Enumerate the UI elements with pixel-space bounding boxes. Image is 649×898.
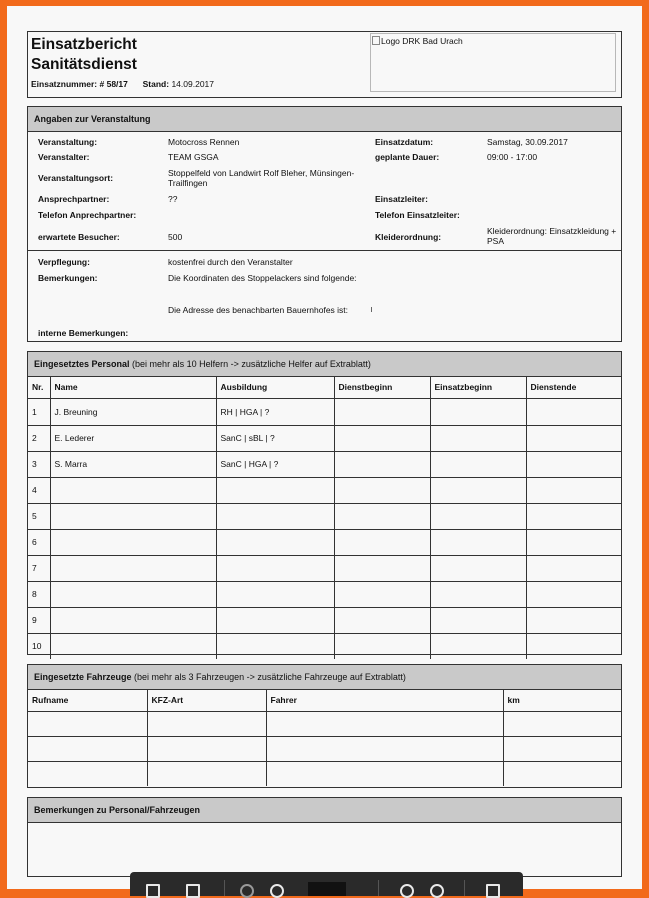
veranstaltung-value: Motocross Rennen xyxy=(168,137,240,147)
fahrzeuge-section xyxy=(27,664,622,788)
personal-col-header: Dienstende xyxy=(526,377,621,398)
section-divider xyxy=(28,250,621,251)
personal-cell[interactable] xyxy=(50,581,216,607)
toolbar-separator xyxy=(378,880,379,896)
personal-cell[interactable] xyxy=(430,477,526,503)
toolbar-separator xyxy=(464,880,465,896)
toolbar-separator xyxy=(224,880,225,896)
personal-cell[interactable]: SanC | sBL | ? xyxy=(216,425,334,451)
personal-col-header: Nr. xyxy=(28,377,50,398)
fahrzeuge-heading-note: (bei mehr als 3 Fahrzeugen -> zusätzliche Fahrzeuge auf Extrablatt) xyxy=(131,672,406,682)
einsatznummer-label: Einsatznummer: xyxy=(31,79,98,89)
personal-row-number: 1 xyxy=(28,398,50,425)
verpflegung-value: kostenfrei durch den Veranstalter xyxy=(168,257,293,267)
personal-cell[interactable] xyxy=(430,451,526,477)
personal-table xyxy=(28,377,621,659)
report-title-line2: Sanitätsdienst xyxy=(31,56,137,73)
fahrzeuge-cell[interactable] xyxy=(266,736,503,761)
personal-cell[interactable] xyxy=(216,477,334,503)
fahrzeuge-col-header: KFZ-Art xyxy=(147,690,266,711)
personal-section xyxy=(27,351,622,655)
personal-row-number: 8 xyxy=(28,581,50,607)
personal-cell[interactable] xyxy=(334,529,430,555)
geplante-dauer-value: 09:00 - 17:00 xyxy=(487,152,538,162)
viewer-toolbar xyxy=(130,872,523,896)
personal-cell[interactable] xyxy=(50,633,216,659)
personal-row xyxy=(28,529,621,555)
personal-cell[interactable]: SanC | HGA | ? xyxy=(216,451,334,477)
veranstaltung-label: Veranstaltung: xyxy=(38,137,98,147)
personal-cell[interactable] xyxy=(334,581,430,607)
personal-cell[interactable] xyxy=(216,581,334,607)
einsatzdatum-value: Samstag, 30.09.2017 xyxy=(487,137,568,147)
veranstaltungsort-value: Stoppelfeld von Landwirt Rolf Bleher, Münsingen-Trailfingen xyxy=(168,168,355,188)
bemerkungen-personal-textarea[interactable] xyxy=(28,823,621,875)
personal-cell[interactable] xyxy=(526,529,621,555)
fahrzeuge-cell[interactable] xyxy=(28,761,147,786)
fahrzeuge-table-header xyxy=(28,690,621,711)
personal-cell[interactable] xyxy=(430,607,526,633)
personal-cell[interactable] xyxy=(430,398,526,425)
personal-row xyxy=(28,425,621,451)
personal-row xyxy=(28,633,621,659)
fahrzeuge-row xyxy=(28,736,621,761)
veranstalter-value: TEAM GSGA xyxy=(168,152,219,162)
einsatznummer-value: # 58/17 xyxy=(99,79,128,89)
fahrzeuge-row xyxy=(28,761,621,786)
report-meta xyxy=(31,79,214,89)
fahrzeuge-row xyxy=(28,711,621,736)
personal-cell[interactable] xyxy=(526,477,621,503)
fahrzeuge-cell[interactable] xyxy=(28,736,147,761)
personal-cell[interactable] xyxy=(526,425,621,451)
fahrzeuge-cell[interactable] xyxy=(147,761,266,786)
fahrzeuge-cell[interactable] xyxy=(147,736,266,761)
personal-cell[interactable] xyxy=(216,555,334,581)
personal-cell[interactable] xyxy=(50,477,216,503)
fahrzeuge-cell[interactable] xyxy=(503,711,621,736)
bemerkungen-line1: Die Koordinaten des Stoppelackers sind folgende: xyxy=(168,273,357,283)
personal-row-number: 3 xyxy=(28,451,50,477)
personal-row-number: 7 xyxy=(28,555,50,581)
personal-row xyxy=(28,555,621,581)
personal-cell[interactable] xyxy=(526,581,621,607)
personal-heading-title: Eingesetztes Personal xyxy=(34,359,130,369)
personal-row-number: 4 xyxy=(28,477,50,503)
personal-cell[interactable] xyxy=(430,581,526,607)
broken-image-icon xyxy=(372,36,380,45)
personal-col-header: Einsatzbeginn xyxy=(430,377,526,398)
personal-cell[interactable] xyxy=(334,477,430,503)
personal-table-header xyxy=(28,377,621,398)
personal-cell[interactable] xyxy=(430,529,526,555)
personal-cell[interactable] xyxy=(216,607,334,633)
kleiderordnung-label: Kleiderordnung: xyxy=(375,232,442,242)
logo-alt-text: Logo DRK Bad Urach xyxy=(381,36,463,46)
personal-cell[interactable] xyxy=(216,633,334,659)
logo-image xyxy=(370,33,616,92)
personal-row-number: 10 xyxy=(28,633,50,659)
fahrzeuge-cell[interactable] xyxy=(266,711,503,736)
personal-cell[interactable] xyxy=(430,425,526,451)
personal-cell[interactable] xyxy=(50,555,216,581)
personal-cell[interactable] xyxy=(526,451,621,477)
fahrzeuge-heading-title: Eingesetzte Fahrzeuge xyxy=(34,672,132,682)
personal-cell[interactable] xyxy=(526,633,621,659)
personal-cell[interactable] xyxy=(334,398,430,425)
personal-cell[interactable] xyxy=(334,503,430,529)
personal-row xyxy=(28,398,621,425)
stand-label: Stand: xyxy=(142,79,170,89)
kleiderordnung-value: Kleiderordnung: Einsatzkleidung + PSA xyxy=(487,226,617,246)
erwartete-besucher-value: 500 xyxy=(168,232,183,242)
personal-cell[interactable] xyxy=(430,555,526,581)
personal-col-header: Dienstbeginn xyxy=(334,377,430,398)
fahrzeuge-cell[interactable] xyxy=(28,711,147,736)
report-title-line1: Einsatzbericht xyxy=(31,36,137,53)
personal-cell[interactable]: S. Marra xyxy=(50,451,216,477)
bemerkungen-personal-heading: Bemerkungen zu Personal/Fahrzeugen xyxy=(28,798,621,823)
personal-cell[interactable] xyxy=(334,425,430,451)
verpflegung-label: Verpflegung: xyxy=(38,257,90,267)
personal-cell[interactable] xyxy=(526,607,621,633)
personal-cell[interactable]: E. Lederer xyxy=(50,425,216,451)
geplante-dauer-label: geplante Dauer: xyxy=(375,152,440,162)
personal-heading xyxy=(28,352,621,377)
stand-value: 14.09.2017 xyxy=(171,79,214,89)
personal-row xyxy=(28,607,621,633)
personal-row-number: 9 xyxy=(28,607,50,633)
personal-col-header: Name xyxy=(50,377,216,398)
page-number-field[interactable] xyxy=(308,882,346,896)
fahrzeuge-table xyxy=(28,690,621,786)
einsatzleiter-label: Einsatzleiter: xyxy=(375,194,428,204)
veranstaltung-section xyxy=(27,106,622,342)
personal-cell[interactable] xyxy=(430,633,526,659)
fahrzeuge-cell[interactable] xyxy=(503,761,621,786)
report-header xyxy=(27,31,622,98)
personal-row xyxy=(28,581,621,607)
fahrzeuge-col-header: Rufname xyxy=(28,690,147,711)
personal-cell[interactable] xyxy=(216,503,334,529)
fahrzeuge-cell[interactable] xyxy=(503,736,621,761)
erwartete-besucher-label: erwartete Besucher: xyxy=(38,232,120,242)
personal-cell[interactable] xyxy=(430,503,526,529)
personal-cell[interactable] xyxy=(334,451,430,477)
personal-cell[interactable] xyxy=(526,555,621,581)
bemerkungen-label: Bemerkungen: xyxy=(38,273,98,283)
personal-cell[interactable] xyxy=(334,555,430,581)
fahrzeuge-cell[interactable] xyxy=(147,711,266,736)
interne-bemerkungen-label: interne Bemerkungen: xyxy=(38,328,129,338)
personal-cell[interactable] xyxy=(50,607,216,633)
personal-cell[interactable] xyxy=(334,633,430,659)
personal-cell[interactable]: RH | HGA | ? xyxy=(216,398,334,425)
veranstaltungsort-label: Veranstaltungsort: xyxy=(38,173,114,183)
personal-cell[interactable] xyxy=(50,503,216,529)
personal-cell[interactable] xyxy=(526,503,621,529)
bemerkungen-line2: Die Adresse des benachbarten Bauernhofes ist: xyxy=(168,305,349,313)
ansprechpartner-label: Ansprechpartner: xyxy=(38,194,110,204)
telefon-einsatzleiter-label: Telefon Einsatzleiter: xyxy=(375,210,460,220)
fahrzeuge-heading xyxy=(28,665,621,690)
personal-row-number: 5 xyxy=(28,503,50,529)
personal-cell[interactable] xyxy=(526,398,621,425)
personal-cell[interactable] xyxy=(216,529,334,555)
document-page xyxy=(7,6,642,889)
veranstaltung-heading: Angaben zur Veranstaltung xyxy=(28,107,621,132)
bemerkungen-personal-section xyxy=(27,797,622,877)
personal-row xyxy=(28,451,621,477)
personal-cell[interactable] xyxy=(50,529,216,555)
fahrzeuge-col-header: km xyxy=(503,690,621,711)
personal-heading-note: (bei mehr als 10 Helfern -> zusätzliche Helfer auf Extrablatt) xyxy=(129,359,371,369)
personal-row-number: 6 xyxy=(28,529,50,555)
fahrzeuge-cell[interactable] xyxy=(266,761,503,786)
einsatzdatum-label: Einsatzdatum: xyxy=(375,137,434,147)
report-title xyxy=(31,35,137,75)
fahrzeuge-col-header: Fahrer xyxy=(266,690,503,711)
personal-cell[interactable]: J. Breuning xyxy=(50,398,216,425)
telefon-ansprechpartner-label: Telefon Anprechpartner: xyxy=(38,210,137,220)
ansprechpartner-value: ?? xyxy=(168,194,178,204)
personal-row xyxy=(28,477,621,503)
personal-cell[interactable] xyxy=(334,607,430,633)
personal-row-number: 2 xyxy=(28,425,50,451)
personal-col-header: Ausbildung xyxy=(216,377,334,398)
personal-row xyxy=(28,503,621,529)
cursor-mark xyxy=(371,307,372,312)
veranstalter-label: Veranstalter: xyxy=(38,152,90,162)
